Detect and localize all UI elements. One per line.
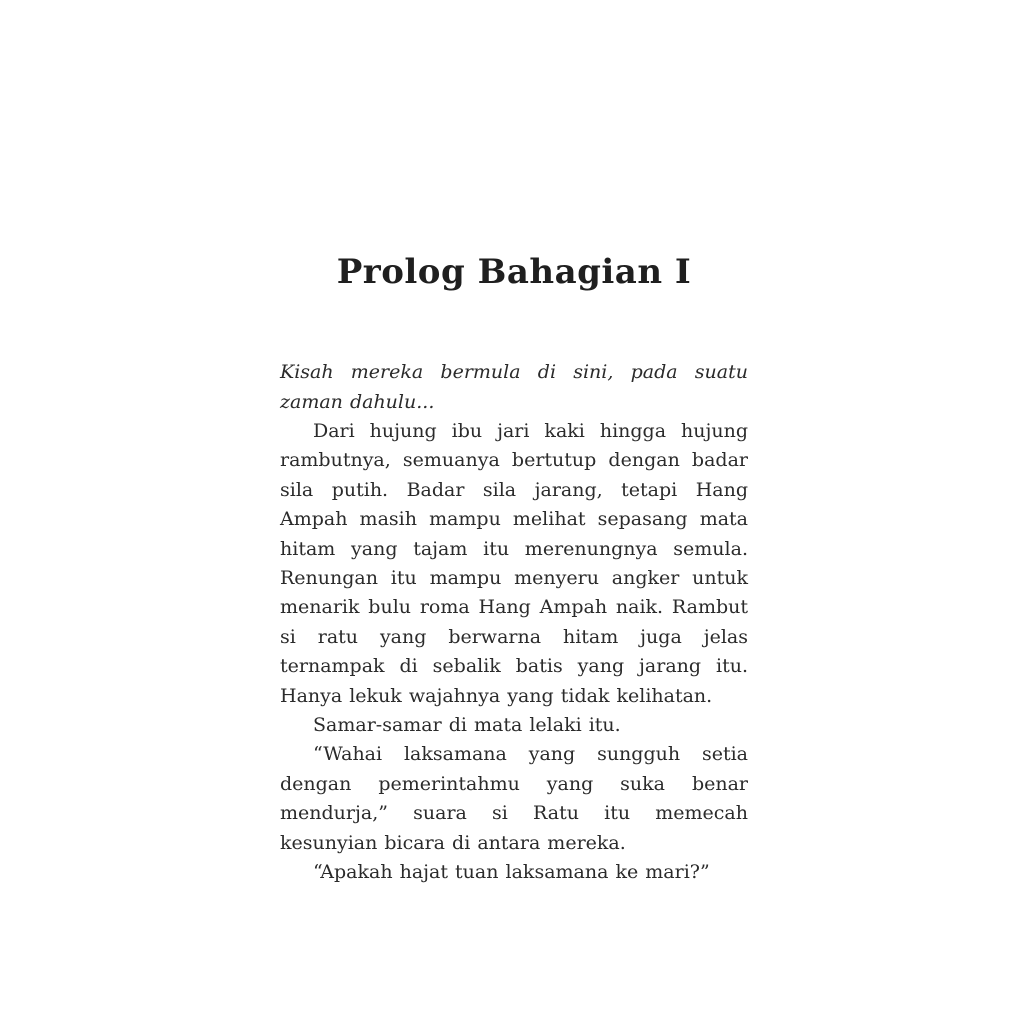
paragraph: Samar-samar di mata lelaki itu.	[313, 714, 621, 737]
paragraph: “Apakah hajat tuan laksamana ke mari?”	[313, 861, 710, 884]
body-paragraphs	[280, 358, 748, 887]
chapter-title: Prolog Bahagian I	[336, 252, 692, 292]
paragraph: Dari hujung ibu jari kaki hingga hujung rambutnya, semuanya bertutup dengan badar sila putih. Badar sila jarang, tetapi Hang Ampah masih mampu melihat sepasang mata hitam yang tajam itu merenungnya semula. Renungan itu mampu menyeru angker untuk menarik bulu roma Hang Ampah naik. Rambut si ratu yang berwarna hitam juga jelas ternampak di sebalik batis yang jarang itu. Hanya lekuk wajahnya yang tidak kelihatan.	[280, 420, 748, 707]
page-content	[280, 250, 748, 888]
paragraph: Kisah mereka bermula di sini, pada suatu zaman dahulu...	[280, 361, 748, 413]
paragraph: “Wahai laksamana yang sungguh setia dengan pemerintahmu yang suka benar mendurja,” suara si Ratu itu memecah kesunyian bicara di antara mereka.	[280, 743, 748, 854]
